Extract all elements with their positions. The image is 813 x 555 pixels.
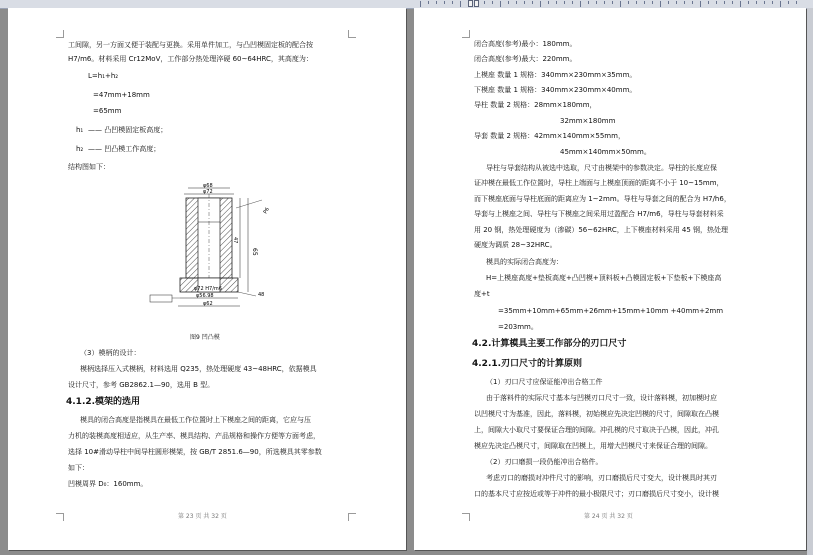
ruler-tick [628, 1, 629, 4]
ruler-tick [724, 1, 725, 4]
figure-caption: 图9 凹凸模 [190, 334, 220, 341]
spec-line: 32mm×180mm [560, 117, 616, 125]
indent-marker[interactable] [474, 0, 479, 7]
body-line: 导柱与导套结构从被选中选取，尺寸由模架中的参数决定。导柱的长度应保 [486, 164, 717, 172]
body-line: 凹模周界 D₀：160mm。 [68, 480, 148, 488]
body-line: 模具的实际闭合高度为： [486, 258, 563, 266]
body-line: 模具的闭合高度是指模具在最低工作位置时上下模座之间的距离，它应与压 [80, 416, 311, 424]
subsection-heading: 4.2.1.刃口尺寸的计算原则 [472, 359, 583, 369]
body-line: 由于落料件的实际尺寸基本与凹模刃口尺寸一致，设计落料模，初加模时应 [486, 394, 717, 402]
body-line: （2）刃口磨损一段仍能冲出合格件。 [486, 458, 603, 466]
ruler-tick [532, 1, 533, 4]
body-line: 上，间隙大小取尺寸要保证合理的间隙。冲孔模的尺寸取决于凸模，因此，冲孔 [474, 426, 719, 434]
ruler-tick [684, 1, 685, 4]
ruler-tick [636, 1, 637, 4]
dim-label: φ62 [203, 301, 213, 307]
body-line: 而下模座底面与导柱底面的距离应为 1~2mm。导柱与导套之间的配合为 H7/h6， [474, 195, 731, 203]
dim-label: 65 [251, 248, 258, 256]
ruler-tick [556, 1, 557, 4]
formula-line: 度+t [474, 290, 490, 298]
ruler-tick [460, 1, 461, 7]
body-line: H7/m6。材料采用 Cr12MoV，工作部分热处理淬硬 60~64HRC，其高度为： [68, 55, 313, 63]
page-corner-mark [348, 513, 356, 521]
ruler-tick [436, 1, 437, 4]
ruler-tick [716, 1, 717, 4]
ruler-tick [428, 1, 429, 4]
page-corner-mark [348, 30, 356, 38]
ruler-tick [796, 1, 797, 4]
symbol-h1: h₁ [76, 126, 84, 134]
tolerance-frame [150, 295, 172, 302]
body-line: 工间隙，另一方面又便于装配与更换。采用单件加工，与凸凹模固定板的配合按 [68, 41, 313, 49]
ruler-tick [580, 1, 581, 7]
body-line: 选择 10#滑动导柱中间导柱圆形模架，按 GB/T 2851.6—90，所选模具其零参数 [68, 448, 322, 456]
leader-line [238, 292, 256, 296]
symbol-definition: —— 凸凹模固定板高度； [88, 126, 168, 134]
ruler-tick [708, 1, 709, 4]
ruler-tick [572, 1, 573, 4]
ruler-tick [732, 1, 733, 4]
ruler-tick [772, 1, 773, 4]
page-corner-mark [56, 30, 64, 38]
punch-die-drawing [148, 182, 288, 312]
ruler-tick [540, 1, 541, 7]
ruler-tick [764, 1, 765, 4]
page-corner-mark [462, 513, 470, 521]
ruler-tick [492, 1, 493, 4]
ruler-tick [548, 1, 549, 4]
formula-line: =65mm [93, 107, 122, 115]
ruler-tick [612, 1, 613, 4]
spec-line: 闭合高度(参考)最大：220mm。 [474, 55, 577, 63]
body-line: 考虑刃口的磨损对冲件尺寸的影响，刃口磨损后尺寸变大，设计模具时其刃 [486, 474, 717, 482]
dim-label: P6 [262, 206, 271, 215]
formula-line: =203mm。 [498, 323, 538, 331]
formula-line: =47mm+18mm [93, 91, 150, 99]
page-corner-mark [56, 513, 64, 521]
spec-line: 上模座 数量 1 规格：340mm×230mm×35mm。 [474, 71, 637, 79]
ruler-tick [780, 1, 781, 7]
ruler-tick [588, 1, 589, 4]
page-footer: 第 23 页 共 32 页 [178, 513, 227, 520]
body-line: 如下： [68, 464, 89, 472]
body-line: （3）模柄的设计： [80, 349, 141, 357]
dim-label: φ72 H7/m6 [194, 286, 222, 292]
body-line: 设计尺寸，参考 GB2862.1—90，选用 B 型。 [68, 381, 215, 389]
ruler-tick [788, 1, 789, 4]
spec-line: 45mm×140mm×50mm。 [560, 148, 651, 156]
symbol-definition: —— 凹凸模工作高度； [88, 145, 161, 153]
ruler-tick [484, 1, 485, 4]
formula-line: H=上模座高度+垫板高度+凸凹模+顶料板+凸模固定板+下垫板+下模座高 [486, 274, 722, 282]
spec-line: 闭合高度(参考)最小：180mm。 [474, 40, 577, 48]
ruler-tick [596, 1, 597, 4]
body-line: 导套与上模座之间、导柱与下模座之间采用过盈配合 H7/m6，导柱与导套材料采 [474, 210, 724, 218]
ruler-tick [676, 1, 677, 4]
ruler-tick [748, 1, 749, 4]
body-line: 模应先决定凸模尺寸，间隙取在凹模上，用增大凹模尺寸来保证合理的间隙。 [474, 442, 712, 450]
spec-line: 下模座 数量 1 规格：340mm×230mm×40mm。 [474, 86, 637, 94]
body-line: （1）刃口尺寸应保证能冲出合格工件 [486, 378, 603, 386]
document-page-23 [8, 8, 406, 550]
symbol-h2: h₂ [76, 145, 84, 153]
spec-line: 导柱 数量 2 规格：28mm×180mm， [474, 101, 597, 109]
ruler-tick [620, 1, 621, 7]
vertical-scrollbar[interactable] [807, 8, 813, 555]
indent-marker[interactable] [468, 0, 473, 7]
ruler-tick [740, 1, 741, 7]
dim-label: φ56.98 [196, 293, 214, 299]
ruler-tick [700, 1, 701, 7]
ruler-tick [756, 1, 757, 4]
body-line: 证冲模在最低工作位置时，导柱上端面与上模座顶面的距离不小于 10~15mm， [474, 179, 724, 187]
body-line: 以凹模尺寸为基准，因此，落料模，初始模应先决定凹模的尺寸，间隙取在凸模 [474, 410, 719, 418]
ruler-tick [692, 1, 693, 4]
body-line: 用 20 钢，热处理硬度为（渗碳）56~62HRC，上下模座材料采用 45 钢，热处理 [474, 226, 729, 234]
body-line: 模柄选择压入式模柄，材料选用 Q235，热处理硬度 43~48HRC，依据模具 [80, 365, 317, 373]
body-line: 硬度为调质 28~32HRC。 [474, 241, 557, 249]
body-line: 口的基本尺寸应按近或等于冲件的最小极限尺寸；刃口磨损后尺寸变小，设计模 [474, 490, 719, 498]
body-line: 结构图如下： [68, 163, 110, 171]
page-footer: 第 24 页 共 32 页 [584, 513, 633, 520]
document-page-24 [414, 8, 806, 550]
formula-line: =35mm+10mm+65mm+26mm+15mm+10mm +40mm+2mm [498, 307, 724, 315]
ruler-tick [644, 1, 645, 4]
ruler-tick [660, 1, 661, 7]
ruler-tick [652, 1, 653, 4]
spec-line: 导套 数量 2 规格：42mm×140mm×55mm， [474, 132, 625, 140]
ruler-tick [668, 1, 669, 4]
ruler-tick [452, 1, 453, 4]
ruler-tick [444, 1, 445, 4]
dim-label: 48 [258, 292, 265, 298]
formula-line: L=h₁+h₂ [88, 72, 119, 80]
dim-label: 47 [232, 237, 238, 244]
ruler-tick [564, 1, 565, 4]
body-line: 力机的装模高度相适应，从生产率、模具结构、产品规格和操作方便等方面考虑， [68, 432, 320, 440]
section-heading: 4.1.2.模架的选用 [66, 397, 141, 407]
dim-label: φ72 [203, 189, 213, 195]
ruler-tick [604, 1, 605, 4]
page-corner-mark [462, 30, 470, 38]
ruler-tick [500, 1, 501, 7]
ruler-tick [420, 1, 421, 7]
ruler-tick [524, 1, 525, 4]
dim-label: φ68 [203, 183, 213, 189]
ruler-tick [516, 1, 517, 4]
ruler-tick [508, 1, 509, 4]
section-heading: 4.2.计算模具主要工作部分的刃口尺寸 [472, 339, 627, 349]
